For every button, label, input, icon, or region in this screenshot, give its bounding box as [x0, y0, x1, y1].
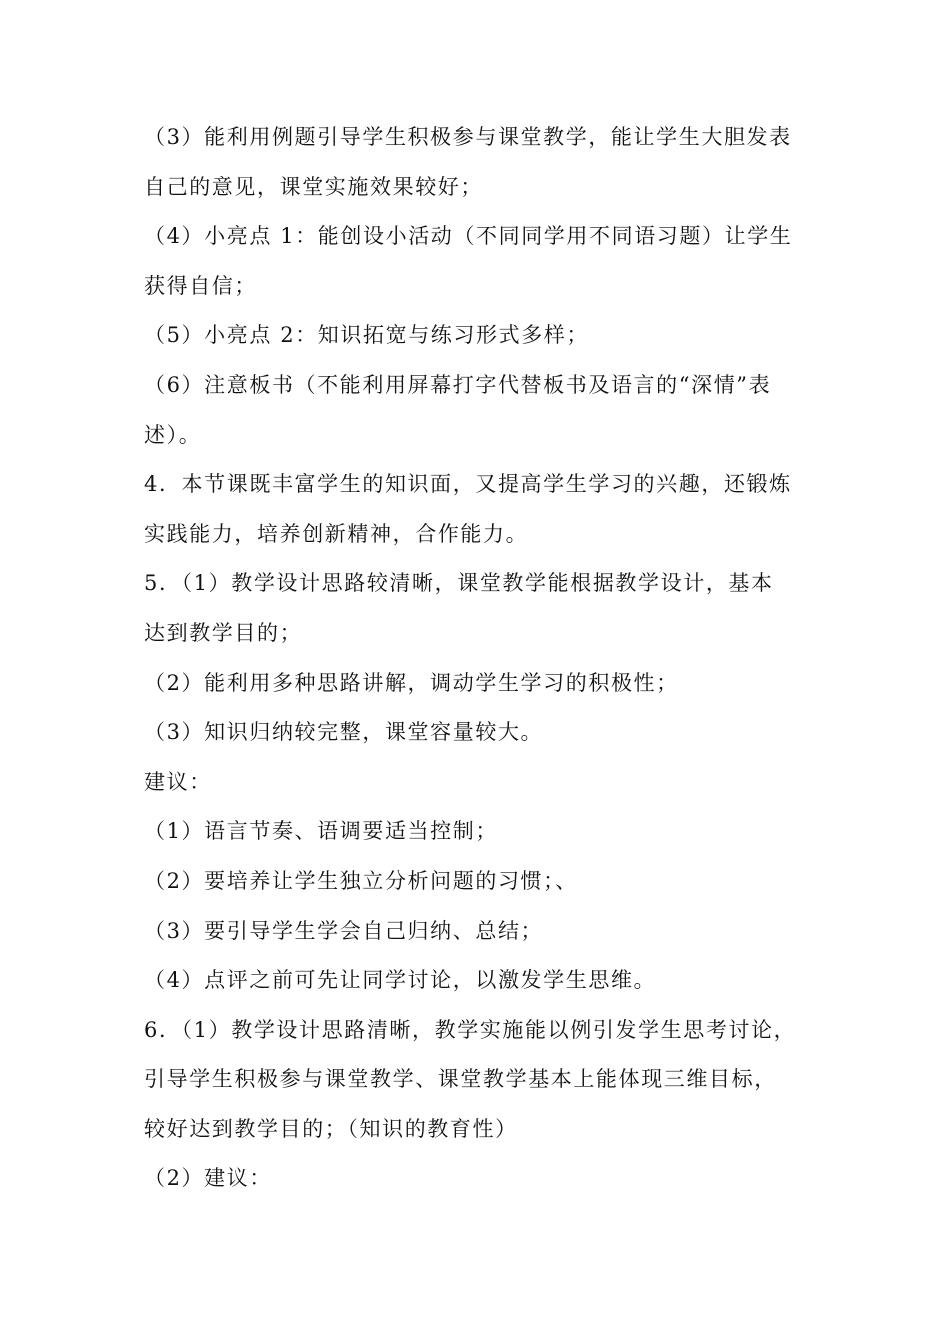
text-line: （2）建议：: [144, 1166, 272, 1191]
text-line: 引导学生积极参与课堂教学、课堂教学基本上能体现三维目标，: [144, 1067, 777, 1092]
text-line: （2）能利用多种思路讲解，调动学生学习的积极性；: [144, 670, 679, 695]
text-line: 较好达到教学目的；（知识的教育性）: [144, 1116, 518, 1141]
text-line: 述）。: [144, 422, 202, 447]
text-line: 6．（1）教学设计思路清晰，教学实施能以例引发学生思考讨论，: [144, 1017, 797, 1042]
text-line: 自己的意见，课堂实施效果较好；: [144, 174, 483, 199]
text-line: （2）要培养让学生独立分析问题的习惯；、: [144, 868, 578, 893]
text-line: （3）要引导学生学会自己归纳、总结；: [144, 918, 544, 943]
text-line: 达到教学目的；: [144, 620, 303, 645]
text-line: 4．本节课既丰富学生的知识面，又提高学生学习的兴趣，还锻炼: [144, 472, 792, 497]
text-line: （4）点评之前可先让同学讨论，以激发学生思维。: [144, 968, 657, 993]
text-line: （6）注意板书（不能利用屏幕打字代替板书及语言的“深情”表: [144, 372, 772, 397]
text-line: （4）小亮点 1：能创设小活动（不同同学用不同语习题）让学生: [144, 224, 793, 249]
section-heading: 建议：: [144, 769, 212, 794]
document-body: [144, 113, 809, 1204]
text-line: （3）知识归纳较完整，课堂容量较大。: [144, 720, 544, 745]
text-line: （5）小亮点 2：知识拓宽与练习形式多样；: [144, 323, 589, 348]
text-line: （1）语言节奏、语调要适当控制；: [144, 819, 498, 844]
text-line: 实践能力，培养创新精神，合作能力。: [144, 521, 529, 546]
text-line: 5．（1）教学设计思路较清晰，课堂教学能根据教学设计，基本: [144, 571, 774, 596]
text-line: 获得自信；: [144, 273, 257, 298]
text-line: （3）能利用例题引导学生积极参与课堂教学，能让学生大胆发表: [144, 125, 792, 149]
